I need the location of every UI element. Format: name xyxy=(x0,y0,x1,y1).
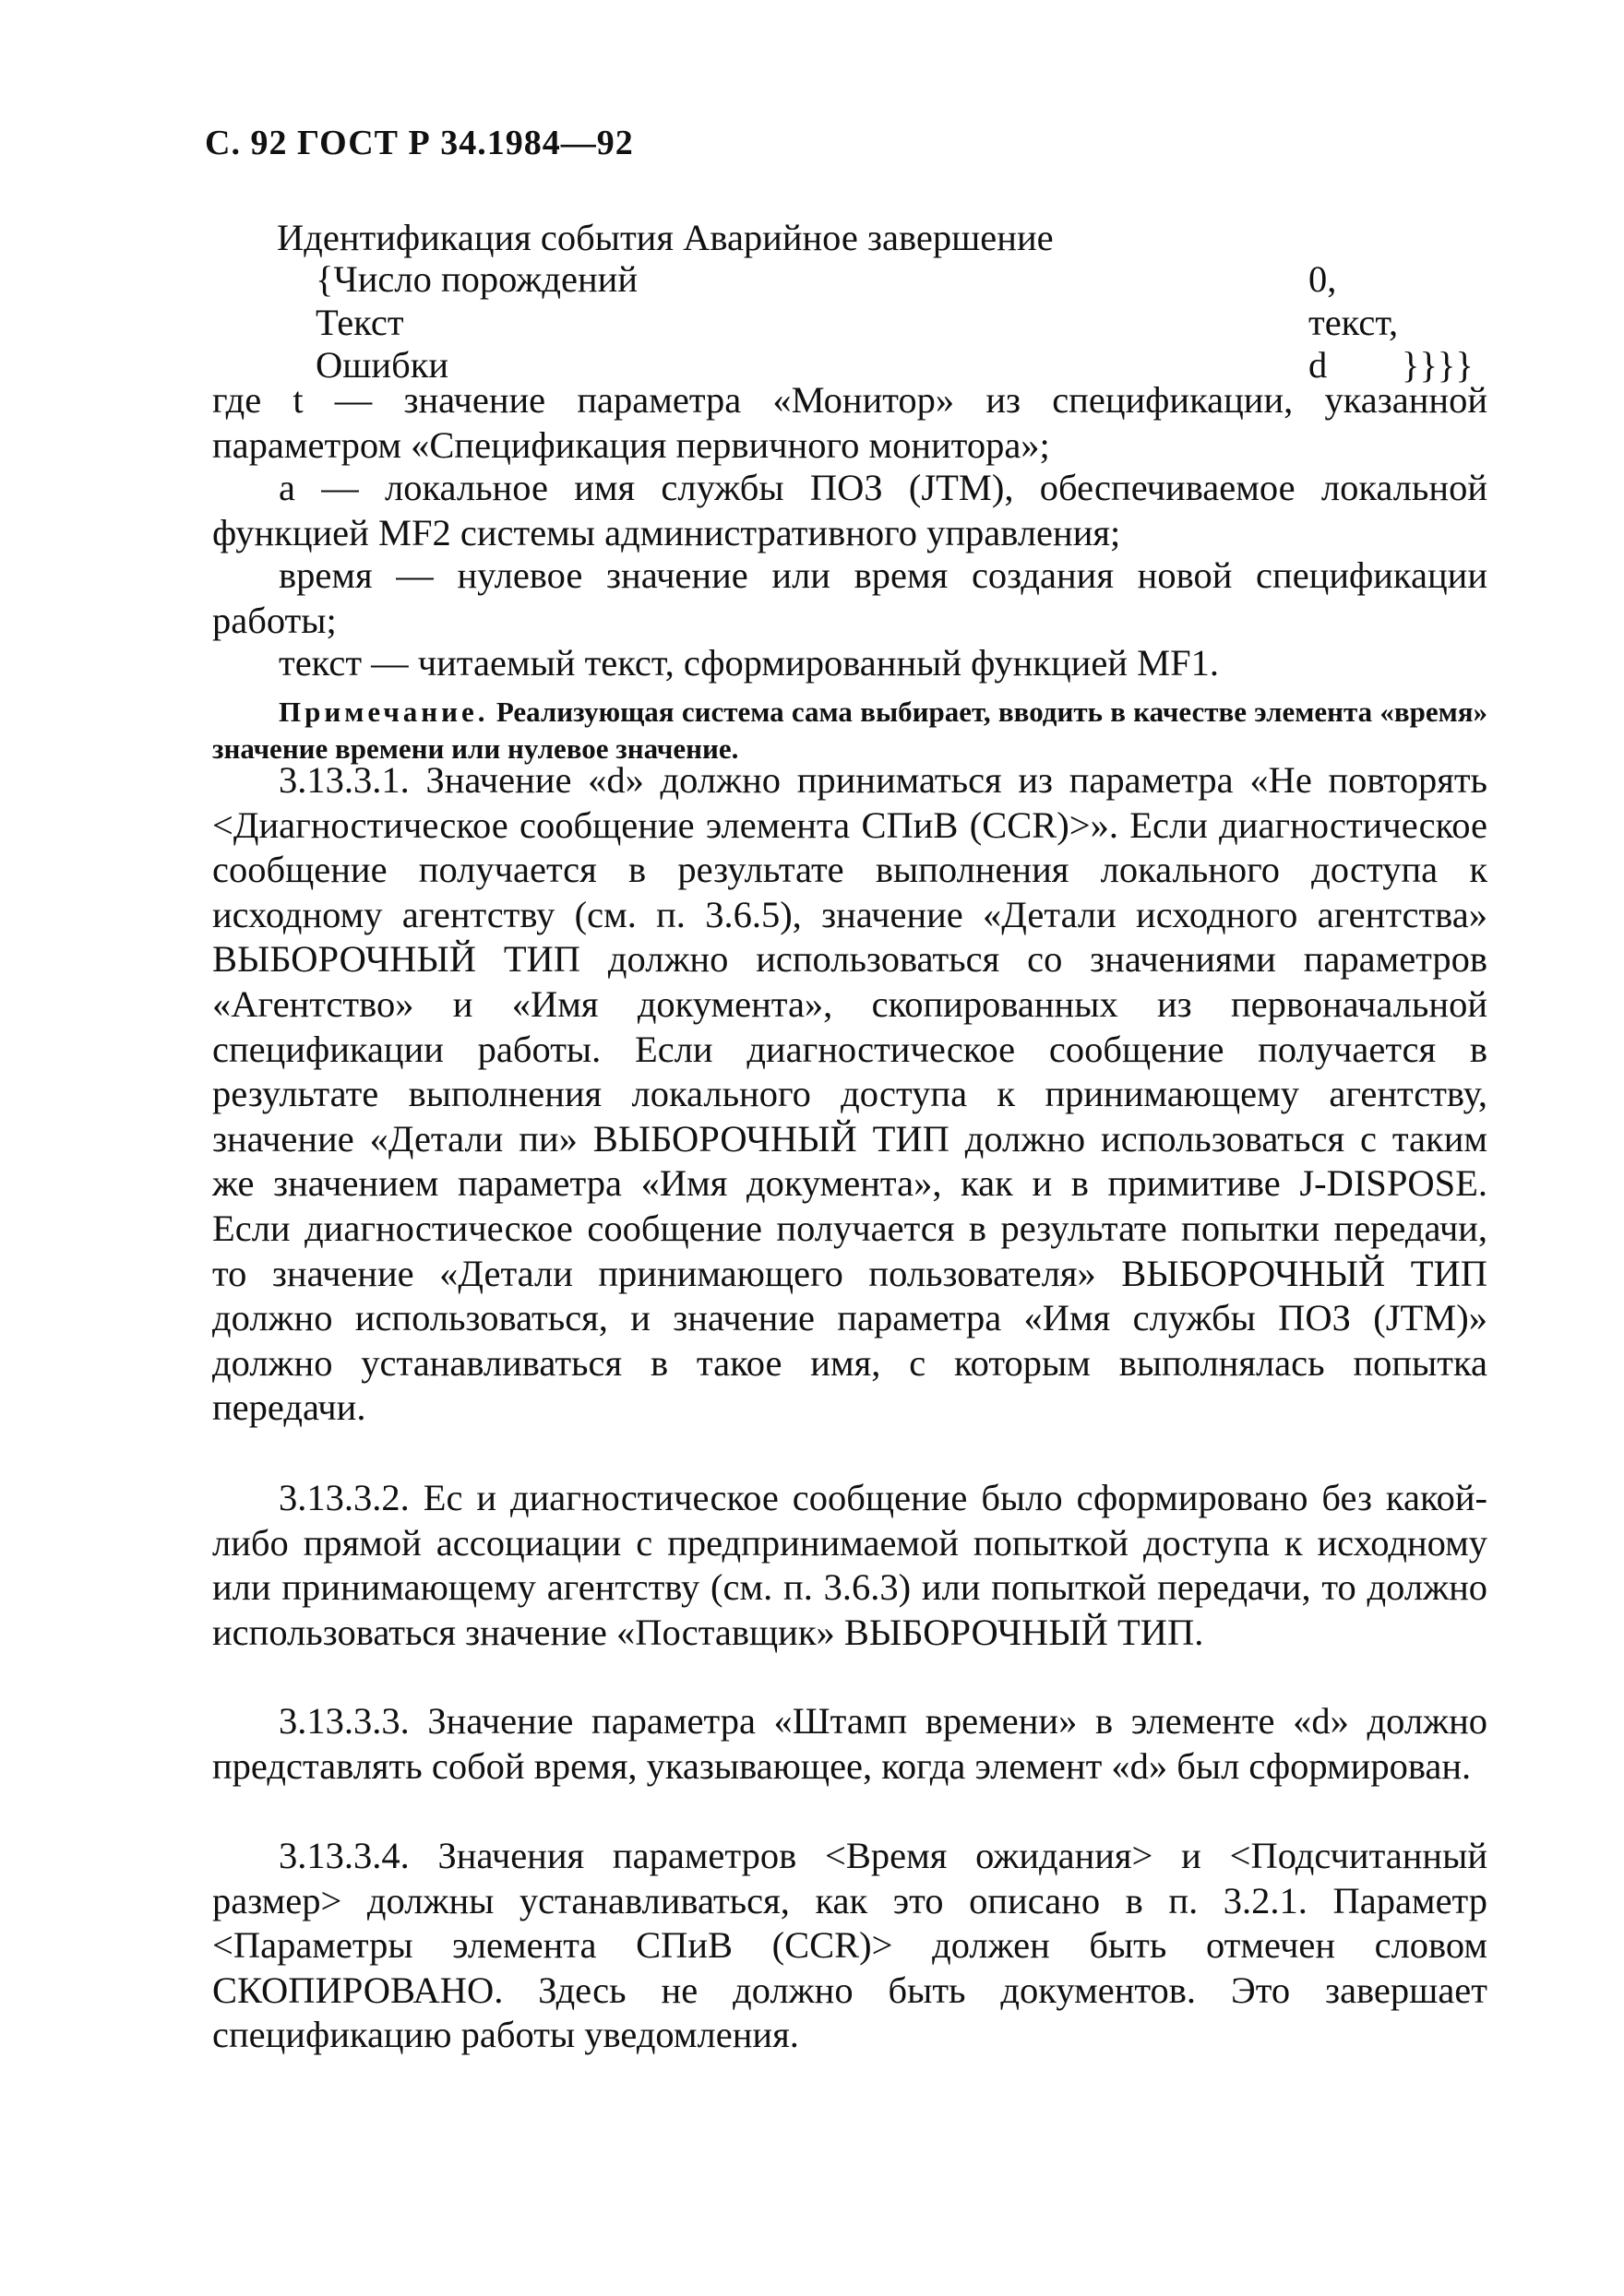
paragraph-3-13-3-1: 3.13.3.1. Значение «d» должно приниматься из параметра «Не повторять <Диагностическое сообщение элемента СПиВ (CCR)>». Если диагностическое сообщение получается в результате выполнения локального доступа к исходному агентству (см. п. 3.6.5), значение «Детали исходного агентства» ВЫБОРОЧНЫЙ ТИП должно использоваться со значениями параметров «Агентство» и «Имя документа», скопированных из первоначальной спецификации работы. Если диагностическое сообщение получается в результате выполнения локального доступа к принимающему агентству, значение «Детали пи» ВЫБОРОЧНЫЙ ТИП должно использоваться с таким же значением параметра «Имя документа», как и в примитиве J-DISPOSE. Если диагностическое сообщение получается в результате попытки передачи, то значение «Детали принимающего пользователя» ВЫБОРОЧНЫЙ ТИП должно использоваться, и значение параметра «Имя службы ПОЗ (JTM)» должно устанавливаться в такое имя, с которым выполнялась попытка передачи. xyxy=(212,759,1487,1429)
definition-time: время — нулевое значение или время создания новой спецификации работы; xyxy=(212,554,1487,641)
note-label: Примечание. xyxy=(279,696,489,728)
event-title: Идентификация события Аварийное завершение xyxy=(277,217,1054,258)
definition-t: где t — значение параметра «Монитор» из спецификации, указанной параметром «Спецификация первичного монитора»; xyxy=(212,379,1487,466)
note-text: Реализующая система сама выбирает, вводить в качестве элемента «время» значение времени или нулевое значение. xyxy=(212,696,1488,765)
paragraph-3-13-3-4: 3.13.3.4. Значения параметров <Время ожидания> и <Подсчитанный размер> должны устанавливаться, как это описано в п. 3.2.1. Параметр <Параметры элемента СПиВ (CCR)> должен быть отмечен словом СКОПИРОВАНО. Здесь не должно быть документов. Это завершает спецификацию работы уведомления. xyxy=(212,1835,1487,2056)
note xyxy=(212,694,1487,767)
event-row-label: Ошибки xyxy=(316,344,449,386)
page-header: С. 92 ГОСТ Р 34.1984—92 xyxy=(205,124,634,162)
definition-a: а — локальное имя службы ПОЗ (JTM), обеспечиваемое локальной функцией MF2 системы административного управления; xyxy=(212,467,1487,553)
event-row-value: d xyxy=(1308,344,1328,386)
event-row-closing: }}}} xyxy=(1402,344,1474,386)
paragraph-3-13-3-2: 3.13.3.2. Ес и диагностическое сообщение было сформировано без какой-либо прямой ассоциации с предпринимаемой попыткой доступа к исходному или принимающему агентству (см. п. 3.6.3) или попыткой передачи, то должно использоваться значение «Поставщик» ВЫБОРОЧНЫЙ ТИП. xyxy=(212,1477,1487,1653)
event-row-label: {Число порождений xyxy=(316,258,638,300)
paragraph-3-13-3-3: 3.13.3.3. Значение параметра «Штамп времени» в элементе «d» должно представлять собой время, указывающее, когда элемент «d» был сформирован. xyxy=(212,1700,1487,1787)
definition-text: текст — читаемый текст, сформированный функцией MF1. xyxy=(279,642,1220,684)
event-row-value: текст, xyxy=(1308,302,1399,343)
event-row-label: Текст xyxy=(316,302,404,343)
event-row-value: 0, xyxy=(1308,258,1337,300)
